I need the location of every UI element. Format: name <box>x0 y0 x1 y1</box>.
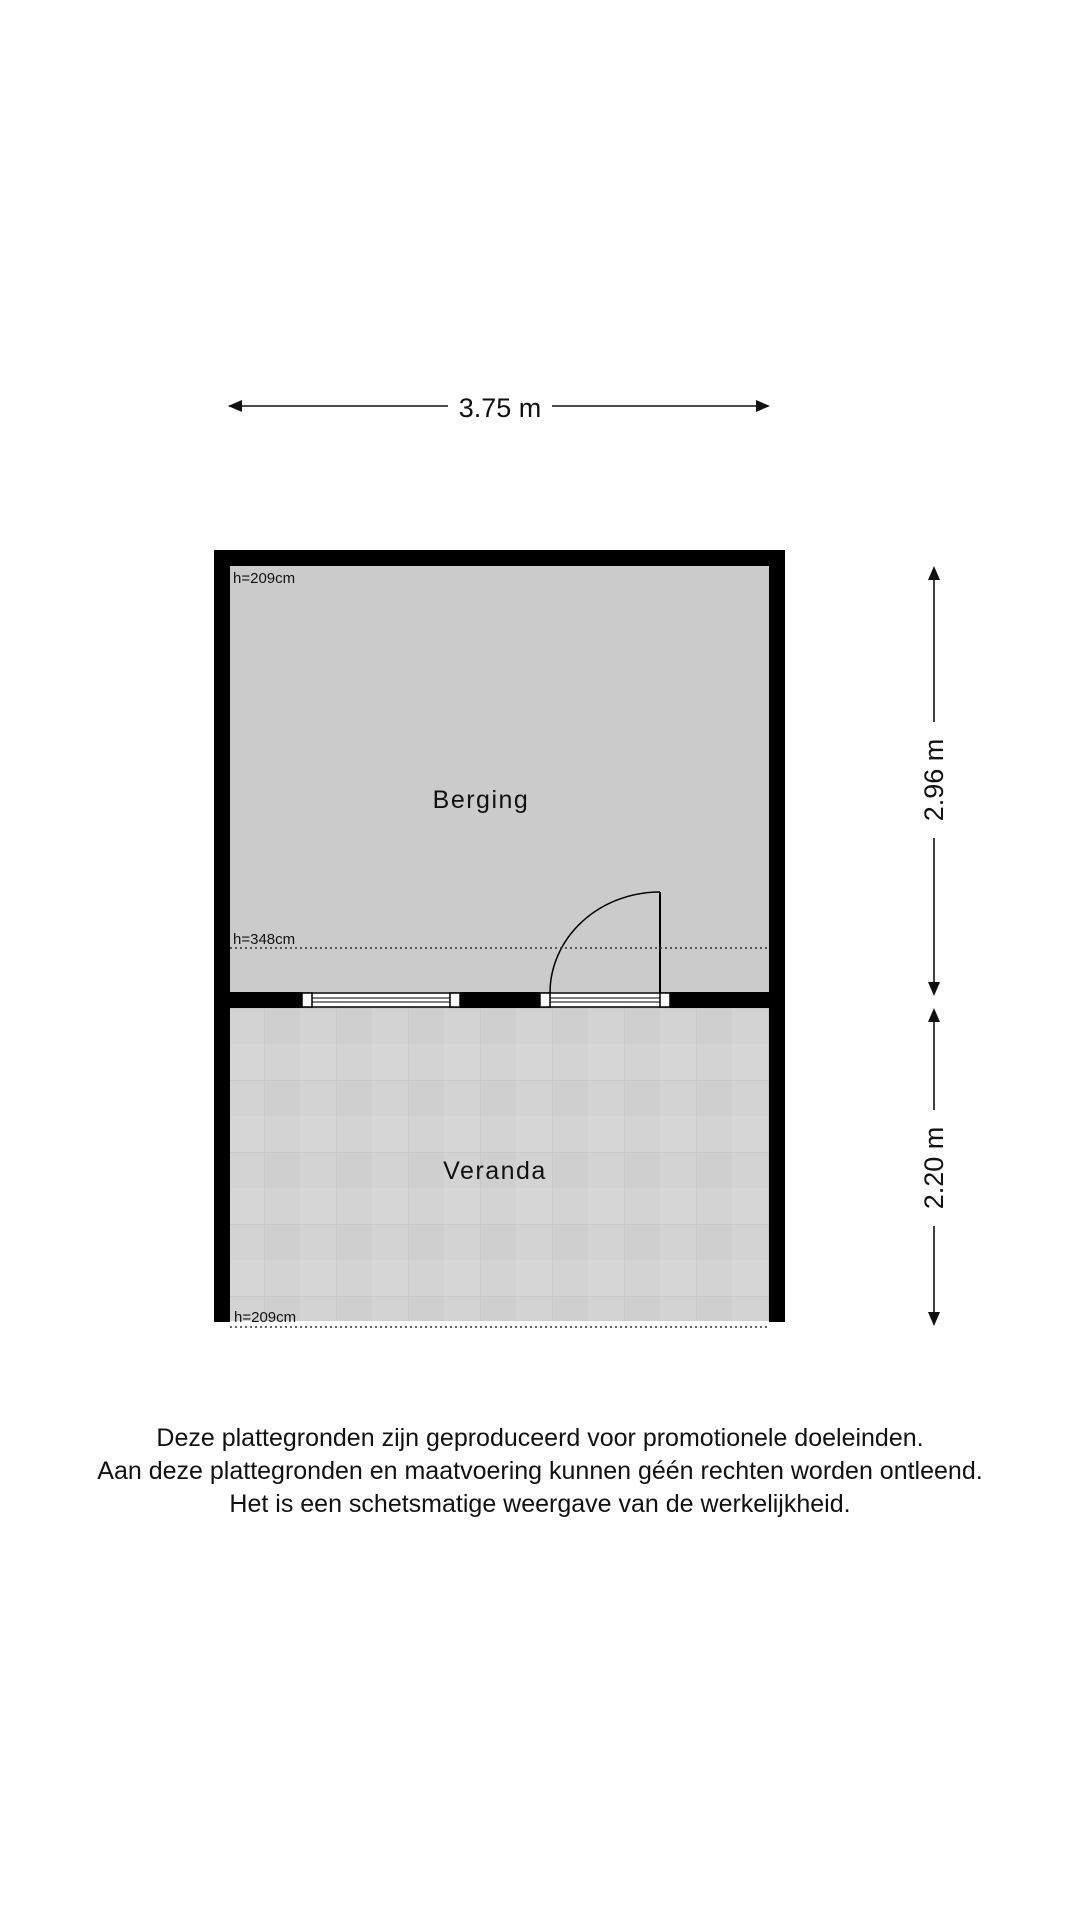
wall-middle-right <box>670 992 785 1008</box>
wall-top <box>214 550 785 566</box>
disclaimer-line-3: Het is een schetsmatige weergave van de werkelijkheid. <box>229 1490 851 1518</box>
veranda-arrow-bottom-icon <box>928 1312 940 1326</box>
berging-height-mid: h=348cm <box>233 931 296 948</box>
wall-left <box>214 550 230 1322</box>
width-dimension <box>228 393 770 423</box>
disclaimer-line-2: Aan deze plattegronden en maatvoering kunnen géén rechten worden ontleend. <box>97 1457 983 1485</box>
berging-depth-label: 2.96 m <box>919 738 949 822</box>
berging-depth-dimension <box>919 566 949 996</box>
veranda-height-bottom: h=209cm <box>234 1309 297 1326</box>
berging-arrow-top-icon <box>928 566 940 580</box>
veranda-depth-dimension <box>919 1008 949 1326</box>
window <box>302 993 460 1007</box>
room-name-veranda: Veranda <box>443 1157 547 1185</box>
width-arrow-left-icon <box>228 400 242 412</box>
room-name-berging: Berging <box>432 786 530 814</box>
width-arrow-right-icon <box>756 400 770 412</box>
veranda-arrow-top-icon <box>928 1008 940 1022</box>
berging-arrow-bottom-icon <box>928 982 940 996</box>
wall-right <box>769 550 785 1322</box>
wall-middle-left <box>214 992 302 1008</box>
veranda-depth-label: 2.20 m <box>919 1126 949 1210</box>
berging-floor <box>229 564 770 992</box>
wall-middle-center <box>460 992 540 1008</box>
disclaimer <box>0 1422 1080 1521</box>
berging-height-top: h=209cm <box>233 570 296 587</box>
width-label: 3.75 m <box>458 393 542 423</box>
disclaimer-line-1: Deze plattegronden zijn geproduceerd voor promotionele doeleinden. <box>156 1424 924 1452</box>
